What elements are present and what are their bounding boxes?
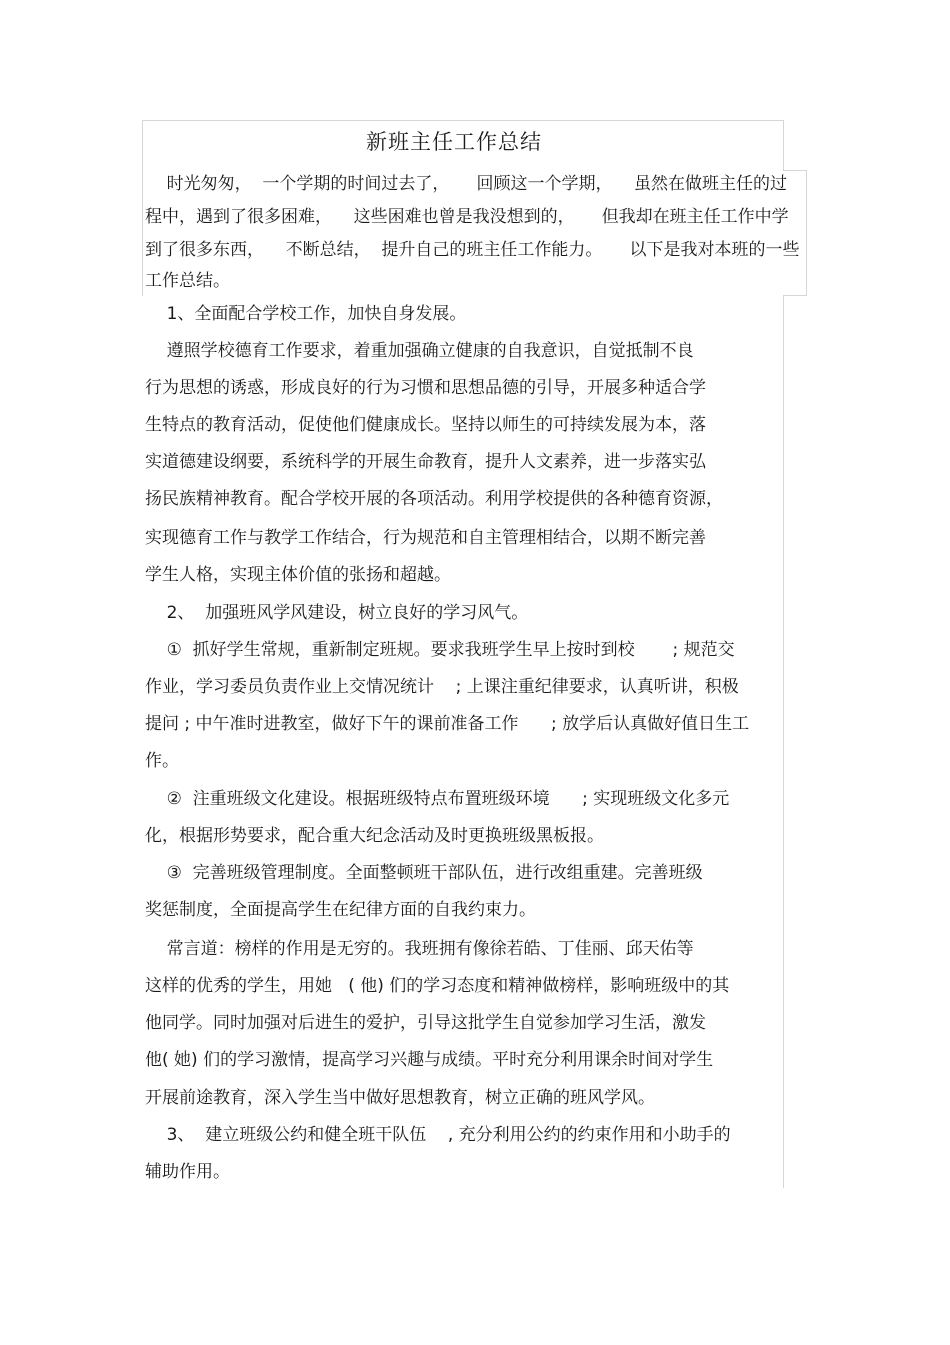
frame-border-top bbox=[142, 120, 783, 121]
text-line: 作。 bbox=[145, 751, 179, 771]
text-line: 时光匆匆， 一个学期的时间过去了， 回顾这一个学期， 虽然在做班主任的过 bbox=[145, 174, 788, 194]
text-line: 他( 她) 们的学习激情，提高学习兴趣与成绩。平时充分利用课余时间对学生 bbox=[145, 1050, 714, 1070]
frame-notch-top bbox=[783, 170, 807, 171]
text-line: 提问 ; 中午准时进教室，做好下午的课前准备工作 ; 放学后认真做好值日生工 bbox=[145, 714, 750, 734]
text-line: 开展前途教育，深入学生当中做好思想教育，树立正确的班风学风。 bbox=[145, 1088, 655, 1108]
text-line: ② 注重班级文化建设。根据班级特点布置班级环境 ; 实现班级文化多元 bbox=[145, 789, 730, 809]
text-line: 作业，学习委员负责作业上交情况统计 ; 上课注重纪律要求，认真听讲，积极 bbox=[145, 677, 739, 697]
text-line: 实道德建设纲要，系统科学的开展生命教育，提升人文素养，进一步落实弘 bbox=[145, 452, 706, 472]
text-line: 行为思想的诱惑，形成良好的行为习惯和思想品德的引导，开展多种适合学 bbox=[145, 378, 706, 398]
text-line: 常言道：榜样的作用是无穷的。我班拥有像徐若皓、丁佳丽、邱天佑等 bbox=[145, 939, 694, 959]
text-line: 2、 加强班风学风建设，树立良好的学习风气。 bbox=[145, 603, 529, 623]
document-title: 新班主任工作总结 bbox=[366, 130, 542, 154]
frame-notch-right bbox=[806, 170, 807, 296]
text-line: 奖惩制度，全面提高学生在纪律方面的自我约束力。 bbox=[145, 900, 536, 920]
text-line: 生特点的教育活动，促使他们健康成长。坚持以师生的可持续发展为本，落 bbox=[145, 415, 706, 435]
text-line: 化，根据形势要求，配合重大纪念活动及时更换班级黑板报。 bbox=[145, 826, 604, 846]
frame-notch-bottom bbox=[783, 295, 807, 296]
text-line: 实现德育工作与教学工作结合，行为规范和自主管理相结合，以期不断完善 bbox=[145, 528, 706, 548]
text-line: 学生人格，实现主体价值的张扬和超越。 bbox=[145, 565, 451, 585]
frame-border-right-lower bbox=[783, 295, 784, 1188]
text-line: 3、 建立班级公约和健全班干队伍 , 充分利用公约的约束作用和小助手的 bbox=[145, 1125, 731, 1145]
text-line: 这样的优秀的学生，用她 ( 他) 们的学习态度和精神做榜样，影响班级中的其 bbox=[145, 976, 730, 996]
text-line: 辅助作用。 bbox=[145, 1162, 230, 1182]
text-line: ① 抓好学生常规，重新制定班规。要求我班学生早上按时到校 ; 规范交 bbox=[145, 640, 735, 660]
text-line: 遵照学校德育工作要求，着重加强确立健康的自我意识，自觉抵制不良 bbox=[145, 341, 694, 361]
text-line: 到了很多东西， 不断总结， 提升自己的班主任工作能力。 以下是我对本班的一些 bbox=[145, 240, 800, 260]
frame-border-right bbox=[783, 120, 784, 170]
text-line: 1、全面配合学校工作，加快自身发展。 bbox=[145, 304, 467, 324]
text-line: 工作总结。 bbox=[145, 271, 230, 291]
text-line: 扬民族精神教育。配合学校开展的各项活动。利用学校提供的各种德育资源， bbox=[145, 489, 723, 509]
text-line: ③ 完善班级管理制度。全面整顿班干部队伍，进行改组重建。完善班级 bbox=[145, 863, 703, 883]
text-line: 他同学。同时加强对后进生的爱护，引导这批学生自觉参加学习生活，激发 bbox=[145, 1013, 706, 1033]
text-line: 程中，遇到了很多困难， 这些困难也曾是我没想到的， 但我却在班主任工作中学 bbox=[145, 207, 789, 227]
